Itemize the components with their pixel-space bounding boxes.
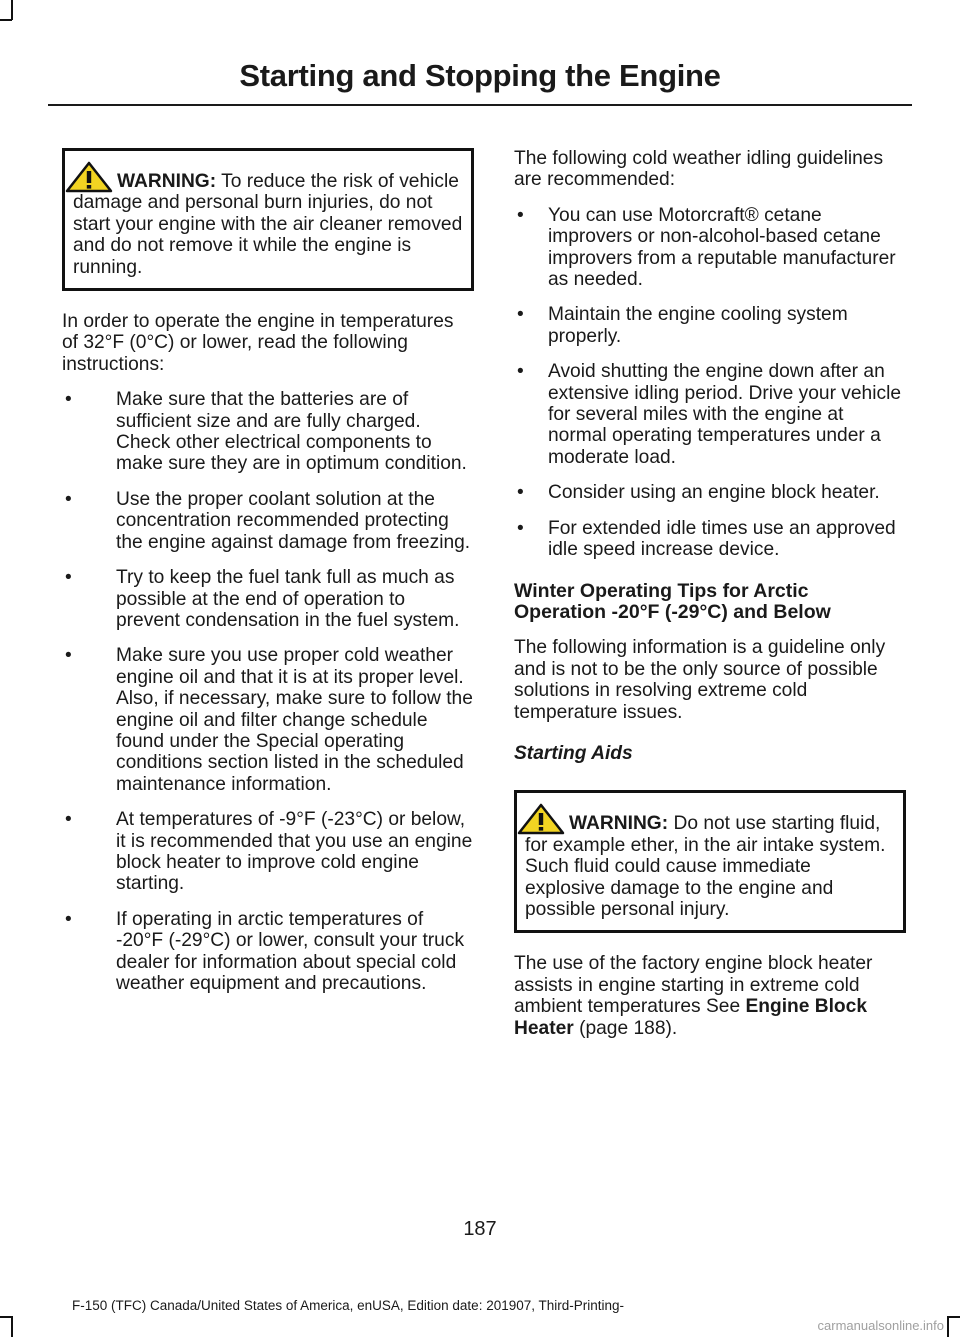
list-item: • You can use Motorcraft® cetane improvers or non-alcohol-based cetane improvers from a reputable manufacturer as needed.	[517, 204, 896, 291]
warning-box	[514, 790, 906, 933]
crop-mark	[947, 1316, 949, 1337]
instruction-list	[62, 389, 474, 994]
crop-mark	[948, 1316, 960, 1318]
list-item: • Try to keep the fuel tank full as much as possible at the end of operation to prevent condensation in the fuel system.	[65, 567, 460, 631]
bullet: •	[65, 645, 72, 667]
watermark: carmanualsonline.info	[817, 1318, 944, 1333]
header-rule	[48, 104, 912, 106]
bullet: •	[517, 304, 524, 326]
crop-mark	[11, 0, 13, 20]
warning-label: WARNING:	[569, 813, 669, 835]
closing-paragraph: The use of the factory engine block heater assists in engine starting in extreme cold ambient temperatures See Engine Block Heater (page 188).	[514, 953, 873, 1039]
bullet: •	[65, 389, 72, 411]
list-item: • Consider using an engine block heater.	[517, 482, 880, 504]
crop-mark	[0, 1316, 12, 1318]
list-item: • Maintain the engine cooling system properly.	[517, 304, 848, 347]
list-item: • Make sure you use proper cold weather engine oil and that it is at its proper level. Also, if necessary, make sure to follow the engine oil and filter change schedule found under the Special operating conditions section listed in the scheduled maintenance information.	[65, 645, 473, 795]
bullet: •	[517, 204, 524, 226]
bullet: •	[517, 517, 524, 539]
bullet: •	[65, 809, 72, 831]
warning-box	[62, 148, 474, 291]
intro-paragraph: In order to operate the engine in temperatures of 32°F (0°C) or lower, read the following instructions:	[62, 311, 454, 375]
page-title: Starting and Stopping the Engine	[239, 58, 721, 93]
left-column	[62, 148, 474, 1008]
edition-footer: F-150 (TFC) Canada/United States of America, enUSA, Edition date: 201907, Third-Printing-	[72, 1298, 625, 1313]
list-item: • For extended idle times use an approved idle speed increase device.	[517, 517, 896, 561]
page-reference: (page 188).	[573, 1017, 678, 1039]
crop-mark	[11, 1316, 13, 1337]
warning-label: WARNING:	[117, 171, 217, 192]
idling-intro: The following cold weather idling guidelines are recommended:	[514, 148, 884, 191]
bullet: •	[517, 361, 524, 383]
list-item: • Make sure that the batteries are of sufficient size and are fully charged. Check other electrical components to make sure they are in optimum condition.	[65, 389, 467, 475]
bullet: •	[65, 908, 72, 930]
section-heading: Winter Operating Tips for Arctic Operation -20°F (-29°C) and Below	[514, 579, 831, 623]
list-item: • At temperatures of -9°F (-23°C) or below, it is recommended that you use an engine block heater to improve cold engine starting.	[65, 809, 473, 895]
bullet: •	[517, 482, 524, 504]
bullet: •	[65, 567, 72, 589]
list-item: • If operating in arctic temperatures of -20°F (-29°C) or lower, consult your truck dealer for information about special cold weather equipment and precautions.	[65, 908, 465, 994]
warning-triangle-icon	[517, 803, 565, 833]
idling-guidelines-list	[514, 205, 906, 561]
list-item: • Avoid shutting the engine down after an extensive idling period. Drive your vehicle for several miles with the engine at normal operating temperatures under a moderate load.	[517, 361, 902, 468]
warning-text: Do not use starting fluid, for example ether, in the air intake system. Such fluid could cause immediate explosive damage to the engine and possible personal injury.	[525, 813, 886, 920]
warning-text: To reduce the risk of vehicle damage and personal burn injuries, do not start your engine with the air cleaner removed and do not remove it while the engine is running.	[73, 171, 463, 278]
cross-reference-link[interactable]: Engine Block Heater	[514, 996, 867, 1039]
list-item: • Use the proper coolant solution at the concentration recommended protecting the engine against damage from freezing.	[65, 488, 471, 553]
bullet: •	[65, 488, 72, 510]
section-paragraph: The following information is a guideline only and is not to be the only source of possible solutions in resolving extreme cold temperature issues.	[514, 637, 886, 723]
warning-triangle-icon	[65, 161, 113, 191]
page-number: 187	[463, 1218, 497, 1240]
crop-mark	[0, 19, 12, 21]
right-column	[514, 148, 906, 1053]
subsection-heading: Starting Aids	[514, 742, 633, 764]
